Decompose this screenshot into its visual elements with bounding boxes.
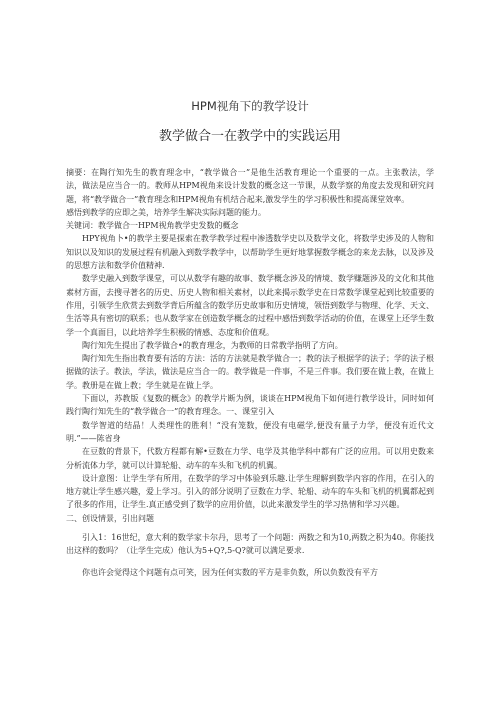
body-paragraph: 引入1：16世纪，意大利的数学家卡尔丹，思考了一个问题：两数之和为10,两数之积为40。你能找出这样的数吗？（让学生完成）他认为5+Q?,5-Q?就可以满足要求.: [66, 533, 434, 556]
body-paragraph: 数学史融入到数学课堂，可以从数学有趣的故事、数学概念涉及的情境、数学赚题涉及的文化和其他素材方面，去搜寻著名的历史、历史人物和相关素材，以此来揭示数学史在日常数学课堂起到比较重要的作用，引领学生欣赏去到数学背后所蕴含的数学历史故事和历史情境，领悟到数学与物理、化学、天文、生活等具有密切的联系；也从数学家在创造数学概念的过程中感悟到数学活动的价值，在课堂上还学生数学一个真面目，以此培养学生积极的情感、态度和价值观。: [66, 274, 434, 337]
body-paragraph: 在豆数的背景下，代数方程都有解•豆数在力学、电学及其他学科中都有广泛的应用。可以用史数来分析流体力学，就可以计算轮船、动车的车头和飞机的机翼。: [66, 447, 434, 470]
body-paragraph: 陶行知先生指出教育要有活的方法：活的方法就是教学做合一；教的法子根据学的法子；学的法子根据做的法子。教法，学法，做法是应当合一的。教学做是一件事，不是三件事。我们要在做上教，在做上学。教册是在做上教；学生就是在做上学。: [66, 354, 434, 390]
body-paragraph: 数学智道的结晶！人类理性的胜利！“没有笼数，便没有电磁学,便没有量子力学，便没有近代文明.”——陈省身: [66, 420, 434, 443]
body-paragraph: 陶行知先生提出了教学做合•的教育理念，为教师的日常教学指明了方向。: [82, 340, 343, 350]
body-paragraph: 摘要：在陶行知先生的教育理念中，“教学做合一”是他生活教育理论一个重要的一点。主张教法，学法，做法是应当合一的。教师从HPM视角来设计发数的概念这一节课，从数学察的角度去发现和研究问题，将“教学做合一”教育理念和HPM视角有机结合起来,激发学生的学习积极性和提高课堂效率。: [66, 168, 434, 204]
body-paragraph: 下面以，苏教版《复数的概念》的教学片断为例，谈谈在HPM视角下如何进行教学设计，同时如何践行陶行知先生的“教学做合一”的教育理念。一、课堂引入: [66, 394, 434, 417]
body-paragraph: 二、创设情景，引出问题: [66, 513, 154, 523]
body-paragraph: 关键词：教学做合一HPM视角教学史发数的概念: [66, 221, 239, 231]
document-title: HPM视角下的教学设计: [191, 99, 309, 113]
body-paragraph: 设计意图：让学生学有所用，在数学的学习中体验到乐趣.让学生理解到数学内容的作用，在引入的地方就让学生感兴趣，爱上学习。引入的部分说明了豆数在力学、轮船、动车的车头和飞机的机翼都起到了很多的作用，让学生.真正感受到了数学的应用价值，以此来激发学生的学习热情和学习兴趣。: [66, 473, 434, 510]
body-paragraph: 感悟到教学的应即之美，培养学生解决实际问题的能力。: [66, 207, 266, 217]
body-paragraph: HPY视角卜•的教学主要是探索在教学教学过程中渗透数学史以及数学文化，将数学史涉及的人物和知识以及知识的发展过程有机融入到数学教学中，以帮助学生更好地掌握数学概念的来龙去脉，以及涉及的思想方法和数学价值精神.: [66, 234, 434, 271]
body-paragraph: 你也许会觉得这个问题有点可笑，因为任何实数的平方是非负数，所以负数没有平方: [82, 567, 378, 577]
document-subtitle: 教学做合一在教学中的实践运用: [158, 129, 341, 144]
document-body: [66, 166, 434, 579]
